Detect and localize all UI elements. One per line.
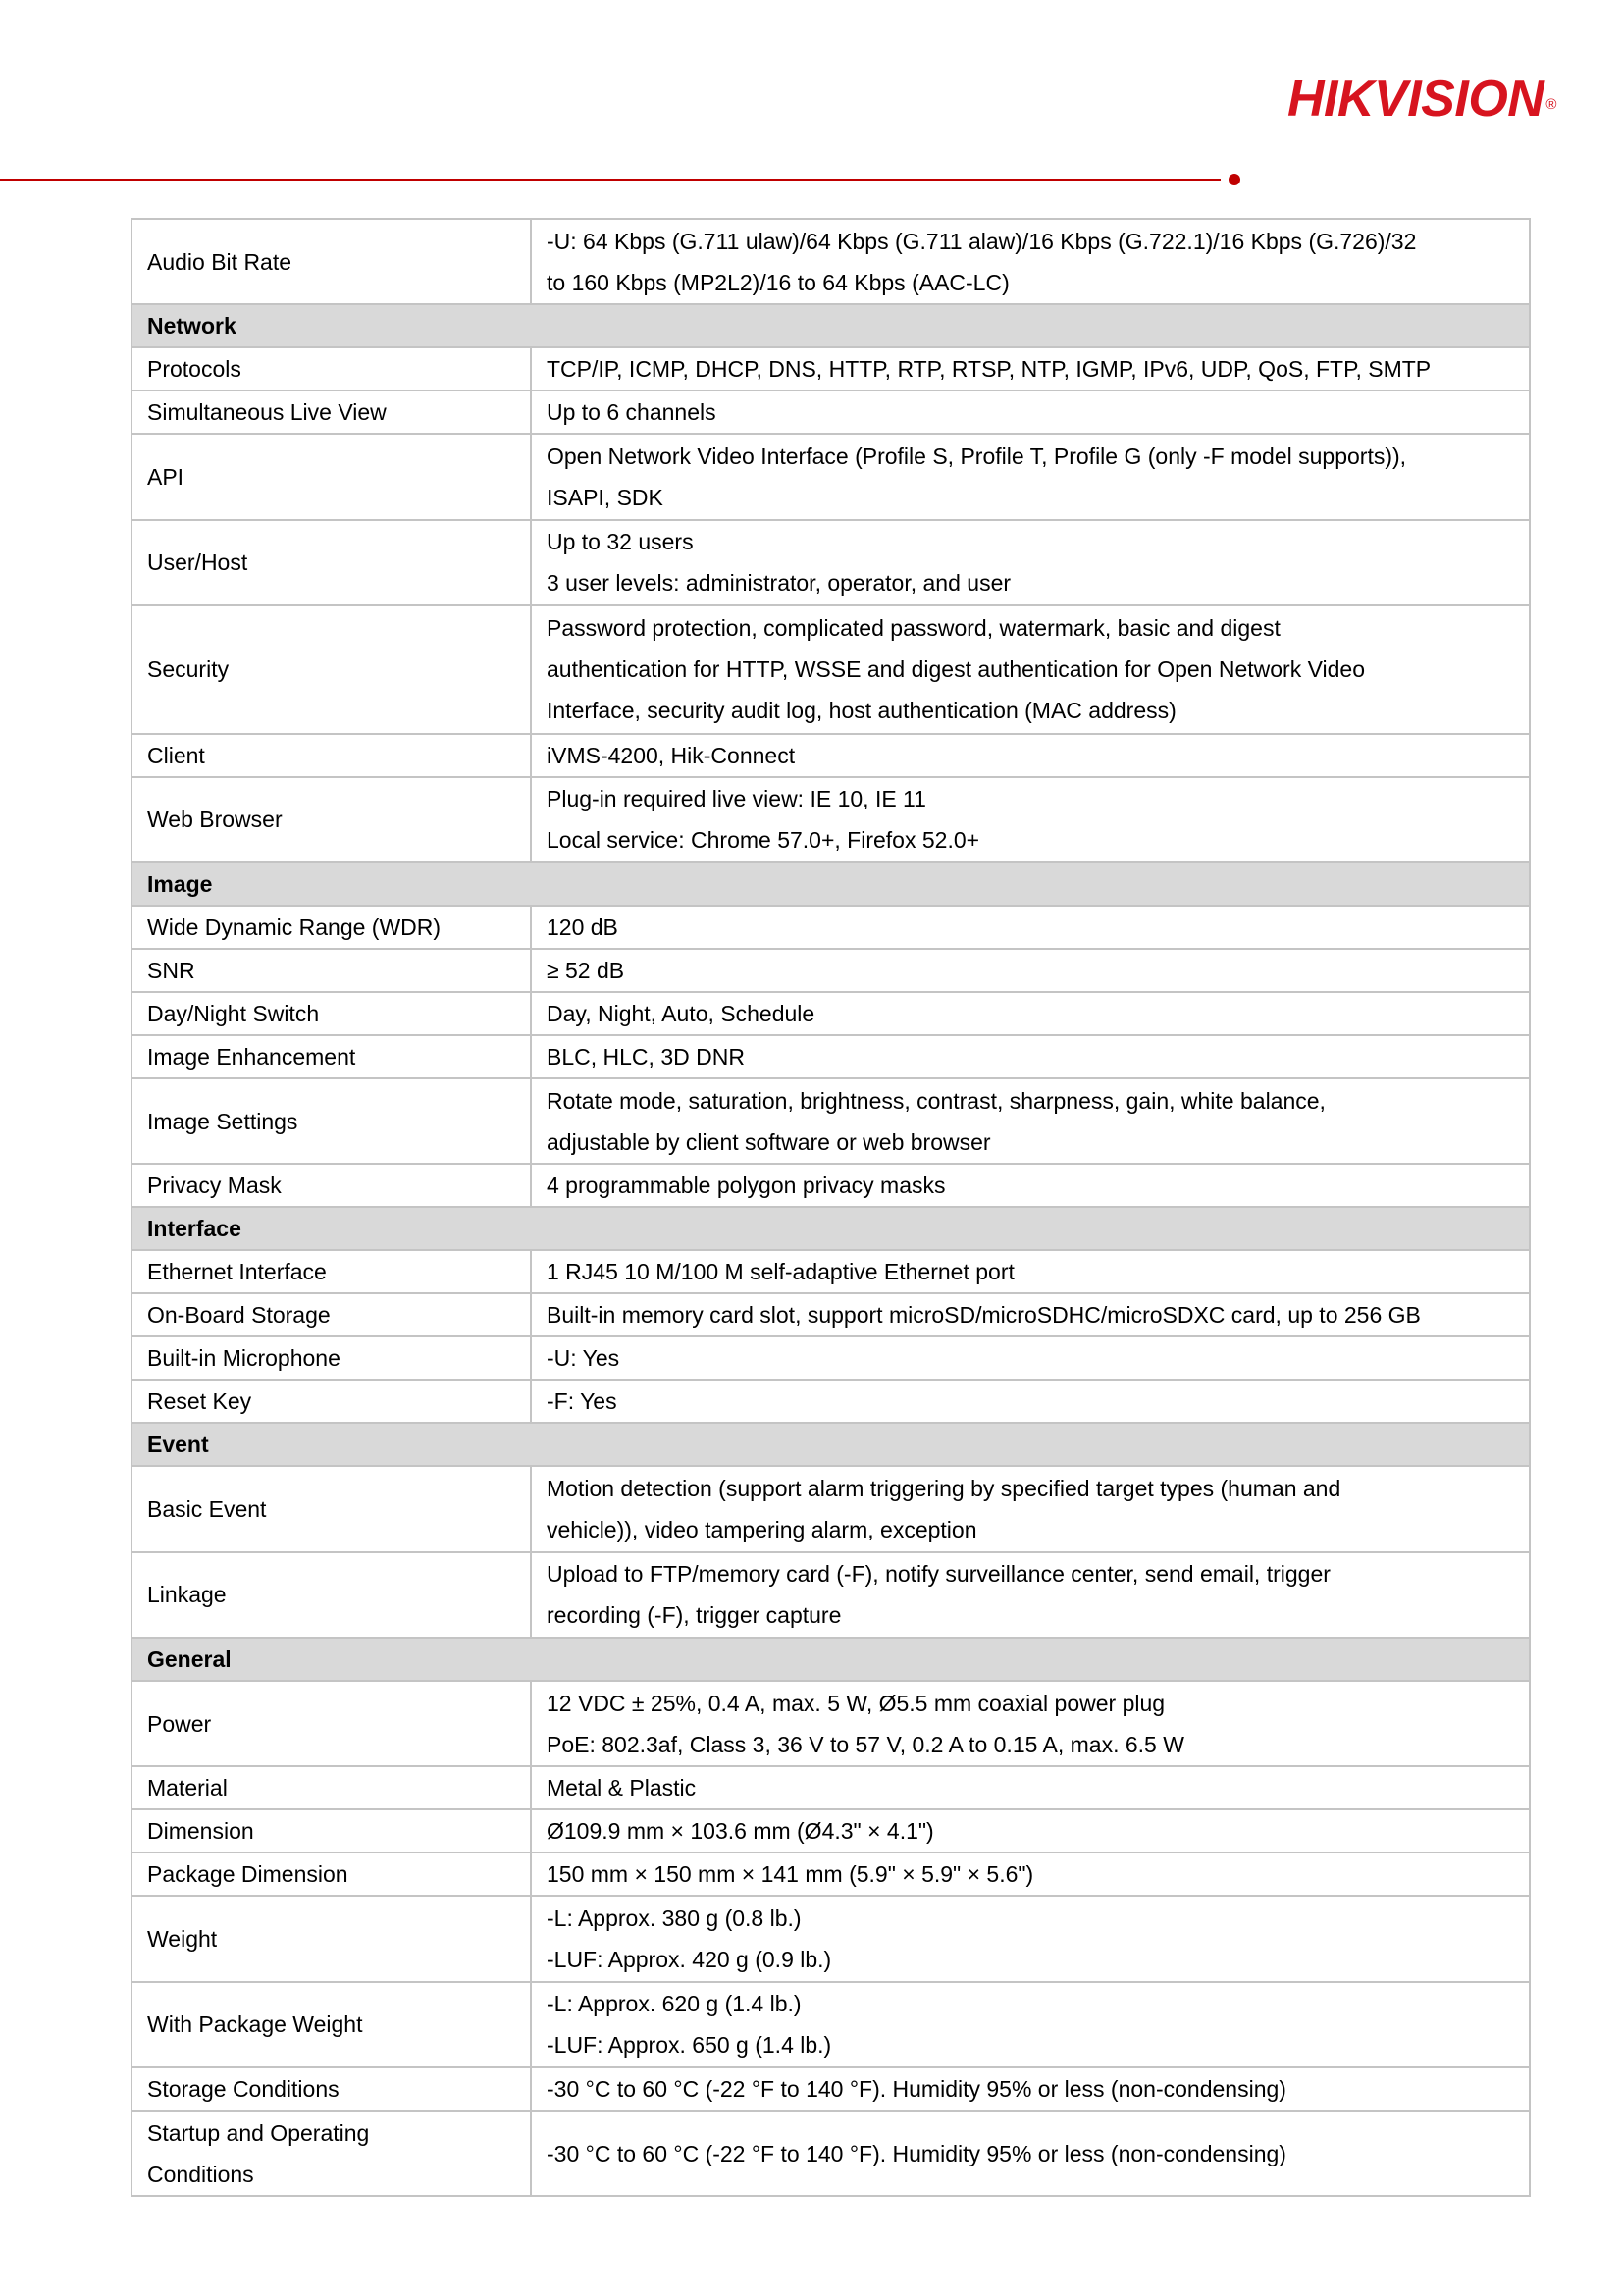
spec-label — [131, 1982, 531, 2067]
spec-value-line: Up to 32 users — [547, 529, 694, 555]
spec-value-line: Open Network Video Interface (Profile S, Profile T, Profile G (only -F model supports)), — [547, 443, 1407, 469]
spec-label-line: Image Settings — [147, 1108, 298, 1134]
spec-label-line: Client — [147, 742, 205, 768]
spec-row-linkage — [131, 1552, 1530, 1638]
spec-value-line: Local service: Chrome 57.0+, Firefox 52.0+ — [547, 827, 980, 854]
spec-label-line: Material — [147, 1775, 228, 1801]
spec-label — [131, 391, 531, 434]
spec-row-simultaneous-live-view — [131, 391, 1530, 434]
spec-row-client — [131, 734, 1530, 777]
spec-value — [531, 219, 1530, 304]
spec-value — [531, 949, 1530, 992]
spec-value-line: -30 °C to 60 °C (-22 °F to 140 °F). Humidity 95% or less (non-condensing) — [547, 2075, 1286, 2102]
spec-label-line: Conditions — [147, 2161, 254, 2187]
spec-value-line: Ø109.9 mm × 103.6 mm (Ø4.3" × 4.1") — [547, 1818, 934, 1845]
spec-label-line: SNR — [147, 958, 195, 984]
section-header-general — [131, 1638, 1530, 1681]
section-title: Network — [131, 304, 1530, 347]
spec-value — [531, 347, 1530, 391]
spec-label-line: Dimension — [147, 1818, 254, 1845]
section-header-image — [131, 862, 1530, 906]
header-rule-dot — [1229, 174, 1240, 185]
section-title: General — [131, 1638, 1530, 1681]
spec-value-line: Built-in memory card slot, support microSD/microSDHC/microSDXC card, up to 256 GB — [547, 1302, 1421, 1329]
spec-value — [531, 1681, 1530, 1766]
spec-label-line: Reset Key — [147, 1388, 252, 1415]
spec-value — [531, 1466, 1530, 1551]
spec-value — [531, 1380, 1530, 1423]
section-header-interface — [131, 1207, 1530, 1250]
spec-value-line: -L: Approx. 380 g (0.8 lb.) — [547, 1905, 802, 1931]
spec-value-line: to 160 Kbps (MP2L2)/16 to 64 Kbps (AAC-LC) — [547, 269, 1010, 295]
spec-label — [131, 992, 531, 1035]
spec-value — [531, 906, 1530, 949]
spec-label — [131, 1250, 531, 1293]
spec-value-line: recording (-F), trigger capture — [547, 1602, 842, 1629]
spec-label-line: Ethernet Interface — [147, 1259, 327, 1285]
section-header-network — [131, 304, 1530, 347]
spec-label-line: Audio Bit Rate — [147, 248, 292, 275]
spec-value-line: Plug-in required live view: IE 10, IE 11 — [547, 786, 926, 812]
spec-value-line: Motion detection (support alarm triggering by specified target types (human and — [547, 1476, 1341, 1502]
spec-value — [531, 1293, 1530, 1336]
spec-row-wide-dynamic-range-wdr — [131, 906, 1530, 949]
spec-label-line: Simultaneous Live View — [147, 399, 387, 426]
spec-row-weight — [131, 1896, 1530, 1981]
spec-label — [131, 1078, 531, 1164]
section-header-event — [131, 1423, 1530, 1466]
spec-label-line: Linkage — [147, 1582, 227, 1608]
spec-value — [531, 2067, 1530, 2111]
spec-row-basic-event — [131, 1466, 1530, 1551]
spec-label — [131, 347, 531, 391]
spec-label-line: Built-in Microphone — [147, 1345, 340, 1372]
spec-label-line: Privacy Mask — [147, 1173, 282, 1199]
spec-label — [131, 605, 531, 734]
spec-value — [531, 1336, 1530, 1380]
spec-value — [531, 605, 1530, 734]
spec-value — [531, 434, 1530, 519]
spec-value-line: 120 dB — [547, 914, 618, 941]
spec-value-line: -L: Approx. 620 g (1.4 lb.) — [547, 1991, 802, 2017]
spec-row-snr — [131, 949, 1530, 992]
spec-label — [131, 2067, 531, 2111]
spec-label-line: Power — [147, 1710, 212, 1737]
spec-label — [131, 734, 531, 777]
spec-label — [131, 1293, 531, 1336]
spec-row-api — [131, 434, 1530, 519]
spec-value-line: 4 programmable polygon privacy masks — [547, 1173, 946, 1199]
section-title: Event — [131, 1423, 1530, 1466]
spec-label — [131, 949, 531, 992]
section-title: Image — [131, 862, 1530, 906]
spec-value-line: PoE: 802.3af, Class 3, 36 V to 57 V, 0.2 A to 0.15 A, max. 6.5 W — [547, 1731, 1184, 1757]
spec-label-line: Day/Night Switch — [147, 1001, 320, 1027]
spec-value — [531, 391, 1530, 434]
spec-value-line: -F: Yes — [547, 1388, 617, 1415]
spec-value-line: 3 user levels: administrator, operator, and user — [547, 570, 1012, 597]
spec-label-line: Startup and Operating — [147, 2119, 370, 2146]
spec-value-line: authentication for HTTP, WSSE and digest authentication for Open Network Video — [547, 656, 1366, 683]
spec-value — [531, 777, 1530, 862]
spec-value — [531, 1852, 1530, 1896]
spec-value-line: vehicle)), video tampering alarm, exception — [547, 1517, 977, 1543]
spec-label — [131, 1896, 531, 1981]
spec-label-line: With Package Weight — [147, 2011, 363, 2038]
spec-value-line: ≥ 52 dB — [547, 958, 625, 984]
spec-label — [131, 219, 531, 304]
spec-label — [131, 1035, 531, 1078]
spec-row-security — [131, 605, 1530, 734]
spec-value — [531, 1250, 1530, 1293]
spec-row-material — [131, 1766, 1530, 1809]
spec-label — [131, 2111, 531, 2196]
spec-label — [131, 1164, 531, 1207]
spec-row-day-night-switch — [131, 992, 1530, 1035]
spec-label-line: Package Dimension — [147, 1861, 348, 1888]
spec-value-line: -U: 64 Kbps (G.711 ulaw)/64 Kbps (G.711 alaw)/16 Kbps (G.722.1)/16 Kbps (G.726)/32 — [547, 228, 1417, 254]
spec-label — [131, 777, 531, 862]
spec-value-line: ISAPI, SDK — [547, 484, 663, 510]
spec-value — [531, 992, 1530, 1035]
spec-row-power — [131, 1681, 1530, 1766]
spec-value — [531, 1896, 1530, 1981]
spec-value-line: adjustable by client software or web browser — [547, 1128, 991, 1155]
spec-value-line: -LUF: Approx. 650 g (1.4 lb.) — [547, 2032, 832, 2059]
spec-row-user-host — [131, 520, 1530, 605]
spec-row-package-dimension — [131, 1852, 1530, 1896]
hikvision-logo — [1287, 71, 1557, 128]
spec-label — [131, 1380, 531, 1423]
spec-label — [131, 520, 531, 605]
spec-label — [131, 1852, 531, 1896]
spec-row-reset-key — [131, 1380, 1530, 1423]
spec-value — [531, 1766, 1530, 1809]
spec-label-line: Image Enhancement — [147, 1044, 356, 1070]
spec-value — [531, 1982, 1530, 2067]
spec-table-body — [131, 219, 1530, 2196]
spec-value — [531, 1035, 1530, 1078]
spec-label-line: User/Host — [147, 549, 248, 576]
spec-row-audio-bit-rate — [131, 219, 1530, 304]
spec-value-line: Upload to FTP/memory card (-F), notify surveillance center, send email, trigger — [547, 1561, 1331, 1588]
spec-value-line: Password protection, complicated password, watermark, basic and digest — [547, 615, 1281, 642]
spec-value-line: -U: Yes — [547, 1345, 620, 1372]
spec-row-storage-conditions — [131, 2067, 1530, 2111]
spec-value-line: -LUF: Approx. 420 g (0.9 lb.) — [547, 1946, 832, 1972]
spec-label-line: Protocols — [147, 356, 241, 383]
spec-label-line: Storage Conditions — [147, 2075, 340, 2102]
spec-value — [531, 520, 1530, 605]
spec-label — [131, 1809, 531, 1852]
spec-value-line: 1 RJ45 10 M/100 M self-adaptive Ethernet port — [547, 1259, 1015, 1285]
spec-value-line: iVMS-4200, Hik-Connect — [547, 742, 796, 768]
spec-value — [531, 1164, 1530, 1207]
spec-value-line: Rotate mode, saturation, brightness, contrast, sharpness, gain, white balance, — [547, 1087, 1326, 1114]
spec-row-startup-and-operating-conditions — [131, 2111, 1530, 2196]
header-rule — [0, 179, 1221, 181]
spec-value — [531, 734, 1530, 777]
spec-value-line: -30 °C to 60 °C (-22 °F to 140 °F). Humidity 95% or less (non-condensing) — [547, 2140, 1286, 2166]
spec-row-ethernet-interface — [131, 1250, 1530, 1293]
spec-value-line: Up to 6 channels — [547, 399, 716, 426]
spec-row-image-enhancement — [131, 1035, 1530, 1078]
spec-value — [531, 2111, 1530, 2196]
spec-label — [131, 906, 531, 949]
spec-row-protocols — [131, 347, 1530, 391]
spec-label-line: Basic Event — [147, 1496, 267, 1523]
spec-table — [131, 218, 1531, 2197]
spec-value-line: 12 VDC ± 25%, 0.4 A, max. 5 W, Ø5.5 mm coaxial power plug — [547, 1690, 1166, 1716]
spec-row-on-board-storage — [131, 1293, 1530, 1336]
section-title: Interface — [131, 1207, 1530, 1250]
spec-row-web-browser — [131, 777, 1530, 862]
spec-label — [131, 434, 531, 519]
spec-label-line: Web Browser — [147, 807, 283, 833]
logo-text: HIKVISION — [1287, 71, 1544, 128]
spec-value-line: 150 mm × 150 mm × 141 mm (5.9" × 5.9" × 5.6") — [547, 1861, 1034, 1888]
spec-label-line: On-Board Storage — [147, 1302, 331, 1329]
spec-label-line: Weight — [147, 1925, 218, 1952]
spec-row-privacy-mask — [131, 1164, 1530, 1207]
spec-value-line: Metal & Plastic — [547, 1775, 697, 1801]
spec-row-built-in-microphone — [131, 1336, 1530, 1380]
spec-label-line: API — [147, 463, 184, 490]
spec-row-image-settings — [131, 1078, 1530, 1164]
spec-value-line: BLC, HLC, 3D DNR — [547, 1044, 745, 1070]
spec-row-dimension — [131, 1809, 1530, 1852]
spec-value — [531, 1809, 1530, 1852]
registered-mark: ® — [1545, 96, 1557, 113]
spec-label — [131, 1336, 531, 1380]
spec-label — [131, 1466, 531, 1551]
spec-value-line: Interface, security audit log, host authentication (MAC address) — [547, 698, 1177, 724]
spec-label-line: Wide Dynamic Range (WDR) — [147, 914, 442, 941]
spec-label — [131, 1766, 531, 1809]
spec-value-line: Day, Night, Auto, Schedule — [547, 1001, 815, 1027]
spec-label — [131, 1681, 531, 1766]
spec-row-with-package-weight — [131, 1982, 1530, 2067]
spec-value — [531, 1078, 1530, 1164]
spec-label — [131, 1552, 531, 1638]
spec-value-line: TCP/IP, ICMP, DHCP, DNS, HTTP, RTP, RTSP, NTP, IGMP, IPv6, UDP, QoS, FTP, SMTP — [547, 356, 1432, 383]
spec-label-line: Security — [147, 656, 230, 683]
spec-value — [531, 1552, 1530, 1638]
